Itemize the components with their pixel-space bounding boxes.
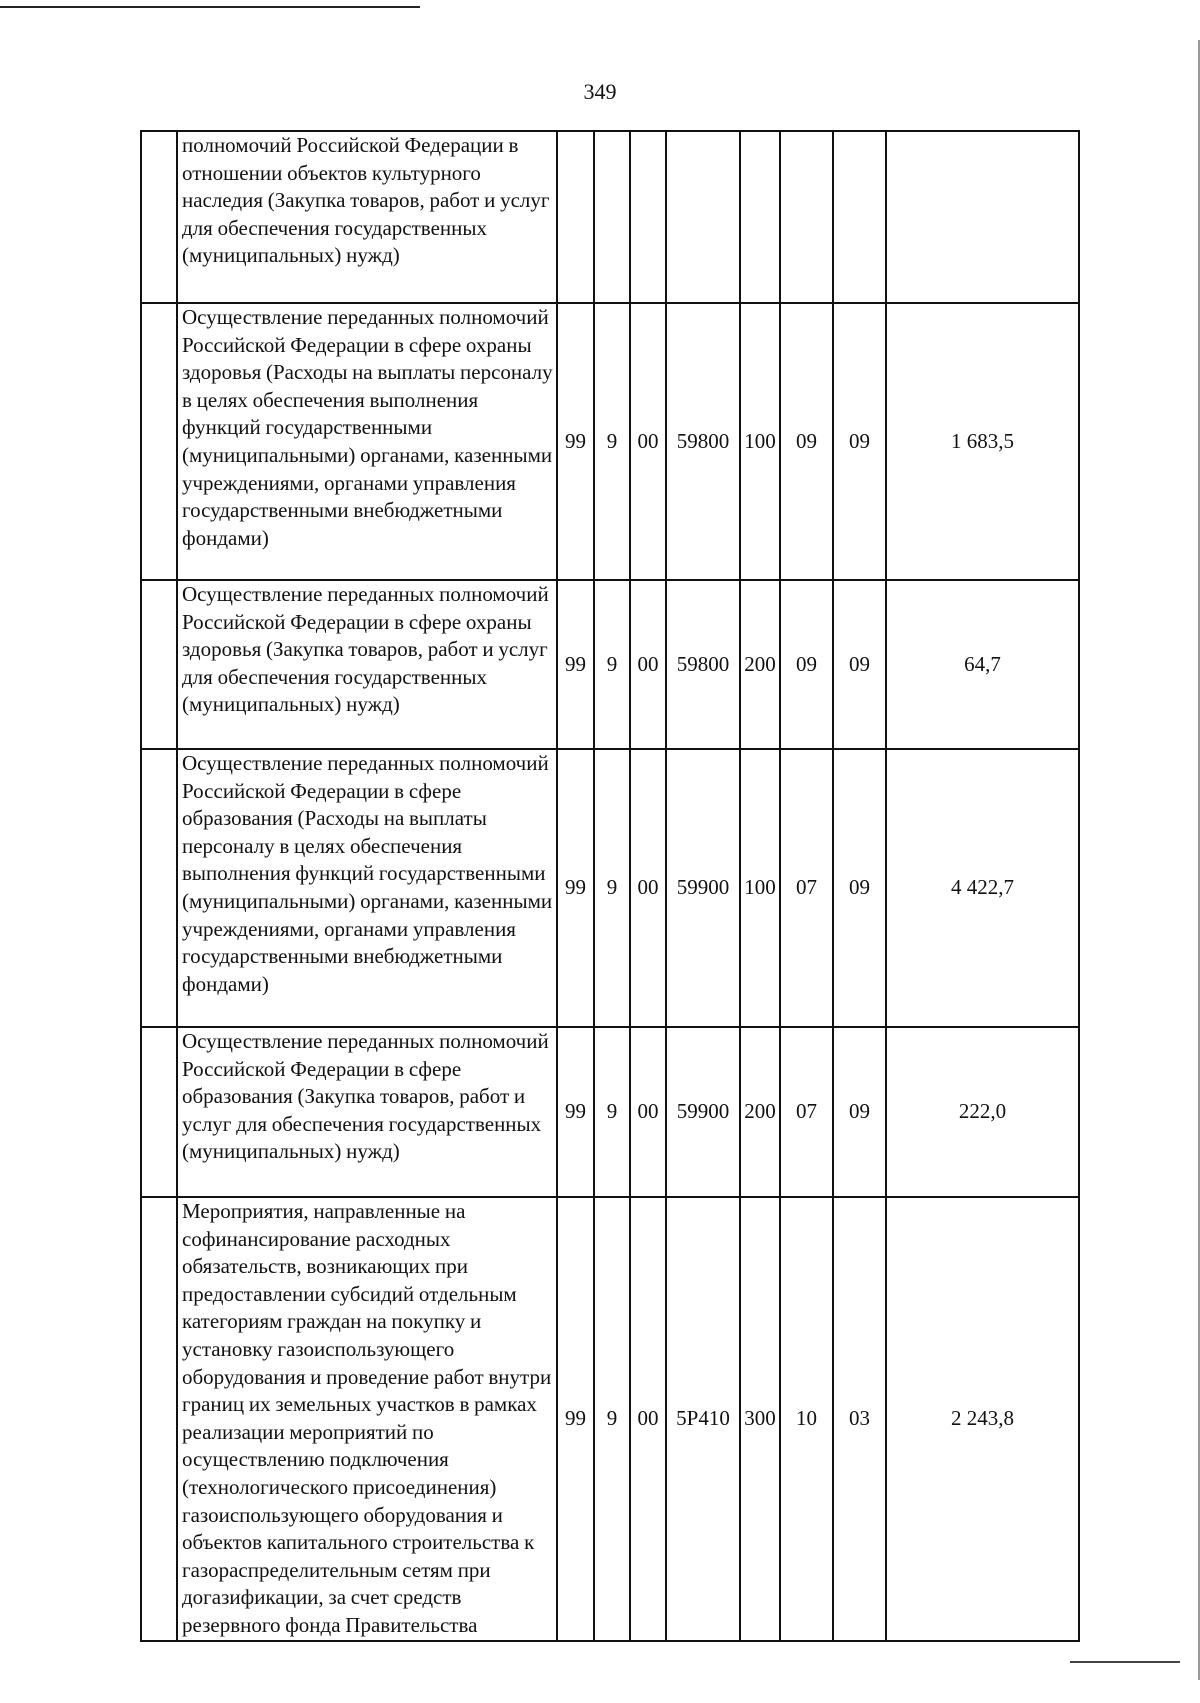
code-subsection: 09 [833,1027,886,1197]
table-row [141,1197,1079,1641]
table-row [141,1027,1079,1197]
row-description: Осуществление переданных полномочий Российской Федерации в сфере образования (Закупка товаров, работ и услуг для обеспечения государственных (муниципальных) нужд) [177,1027,557,1197]
code-program: 99 [557,580,594,749]
code-program [557,131,594,303]
budget-table [140,130,1080,1642]
row-amount: 1 683,5 [886,303,1079,580]
code-direction: 5Р410 [666,1197,740,1641]
row-index-cell [141,1027,177,1197]
code-expense-type: 200 [740,1027,780,1197]
row-description: Мероприятия, направленные на софинансирование расходных обязательств, возникающих при предоставлении субсидий отдельным категориям граждан на покупку и установку газоиспользующего оборудования и проведение работ внутри границ их земельных участков в рамках реализации мероприятий по осуществлению подключения (технологического присоединения) газоиспользующего оборудования и объектов капитального строительства к газораспределительным сетям при догазификации, за счет средств резервного фонда Правительства [177,1197,557,1641]
table-row [141,580,1079,749]
code-subprogram: 9 [594,303,630,580]
row-index-cell [141,1197,177,1641]
code-subprogram: 9 [594,749,630,1027]
code-main-activity: 00 [630,580,666,749]
code-direction [666,131,740,303]
code-main-activity: 00 [630,749,666,1027]
code-main-activity: 00 [630,1197,666,1641]
code-section: 07 [780,1027,833,1197]
code-program: 99 [557,1027,594,1197]
code-main-activity: 00 [630,303,666,580]
code-main-activity [630,131,666,303]
code-program: 99 [557,749,594,1027]
code-section: 09 [780,303,833,580]
row-amount: 4 422,7 [886,749,1079,1027]
code-subsection: 09 [833,580,886,749]
code-subprogram [594,131,630,303]
row-description: Осуществление переданных полномочий Российской Федерации в сфере охраны здоровья (Расходы на выплаты персоналу в целях обеспечения выполнения функций государственными (муниципальными) органами, казенными учреждениями, органами управления государственными внебюджетными фондами) [177,303,557,580]
code-subprogram: 9 [594,580,630,749]
code-subprogram: 9 [594,1027,630,1197]
row-index-cell [141,303,177,580]
table-row [141,303,1079,580]
code-direction: 59800 [666,303,740,580]
page-number: 349 [583,79,617,104]
code-subsection: 09 [833,749,886,1027]
code-expense-type: 100 [740,303,780,580]
row-description: полномочий Российской Федерации в отношении объектов культурного наследия (Закупка товаров, работ и услуг для обеспечения государственных (муниципальных) нужд) [177,131,557,303]
code-section: 09 [780,580,833,749]
code-expense-type [740,131,780,303]
row-amount: 64,7 [886,580,1079,749]
code-expense-type: 300 [740,1197,780,1641]
code-program: 99 [557,1197,594,1641]
table-row [141,749,1079,1027]
code-subsection: 03 [833,1197,886,1641]
row-amount: 2 243,8 [886,1197,1079,1641]
row-description: Осуществление переданных полномочий Российской Федерации в сфере охраны здоровья (Закупка товаров, работ и услуг для обеспечения государственных (муниципальных) нужд) [177,580,557,749]
code-section: 10 [780,1197,833,1641]
row-amount [886,131,1079,303]
code-section: 07 [780,749,833,1027]
code-direction: 59800 [666,580,740,749]
code-subsection: 09 [833,303,886,580]
row-index-cell [141,749,177,1027]
code-section [780,131,833,303]
scan-artifact-line [0,6,420,8]
row-description: Осуществление переданных полномочий Российской Федерации в сфере образования (Расходы на выплаты персоналу в целях обеспечения выполнения функций государственными (муниципальными) органами, казенными учреждениями, органами управления государственными внебюджетными фондами) [177,749,557,1027]
code-expense-type: 200 [740,580,780,749]
row-index-cell [141,580,177,749]
code-expense-type: 100 [740,749,780,1027]
table-row [141,131,1079,303]
code-direction: 59900 [666,749,740,1027]
scan-artifact-rule [1070,1661,1180,1663]
row-index-cell [141,131,177,303]
code-main-activity: 00 [630,1027,666,1197]
code-program: 99 [557,303,594,580]
code-subsection [833,131,886,303]
code-direction: 59900 [666,1027,740,1197]
code-subprogram: 9 [594,1197,630,1641]
row-amount: 222,0 [886,1027,1079,1197]
